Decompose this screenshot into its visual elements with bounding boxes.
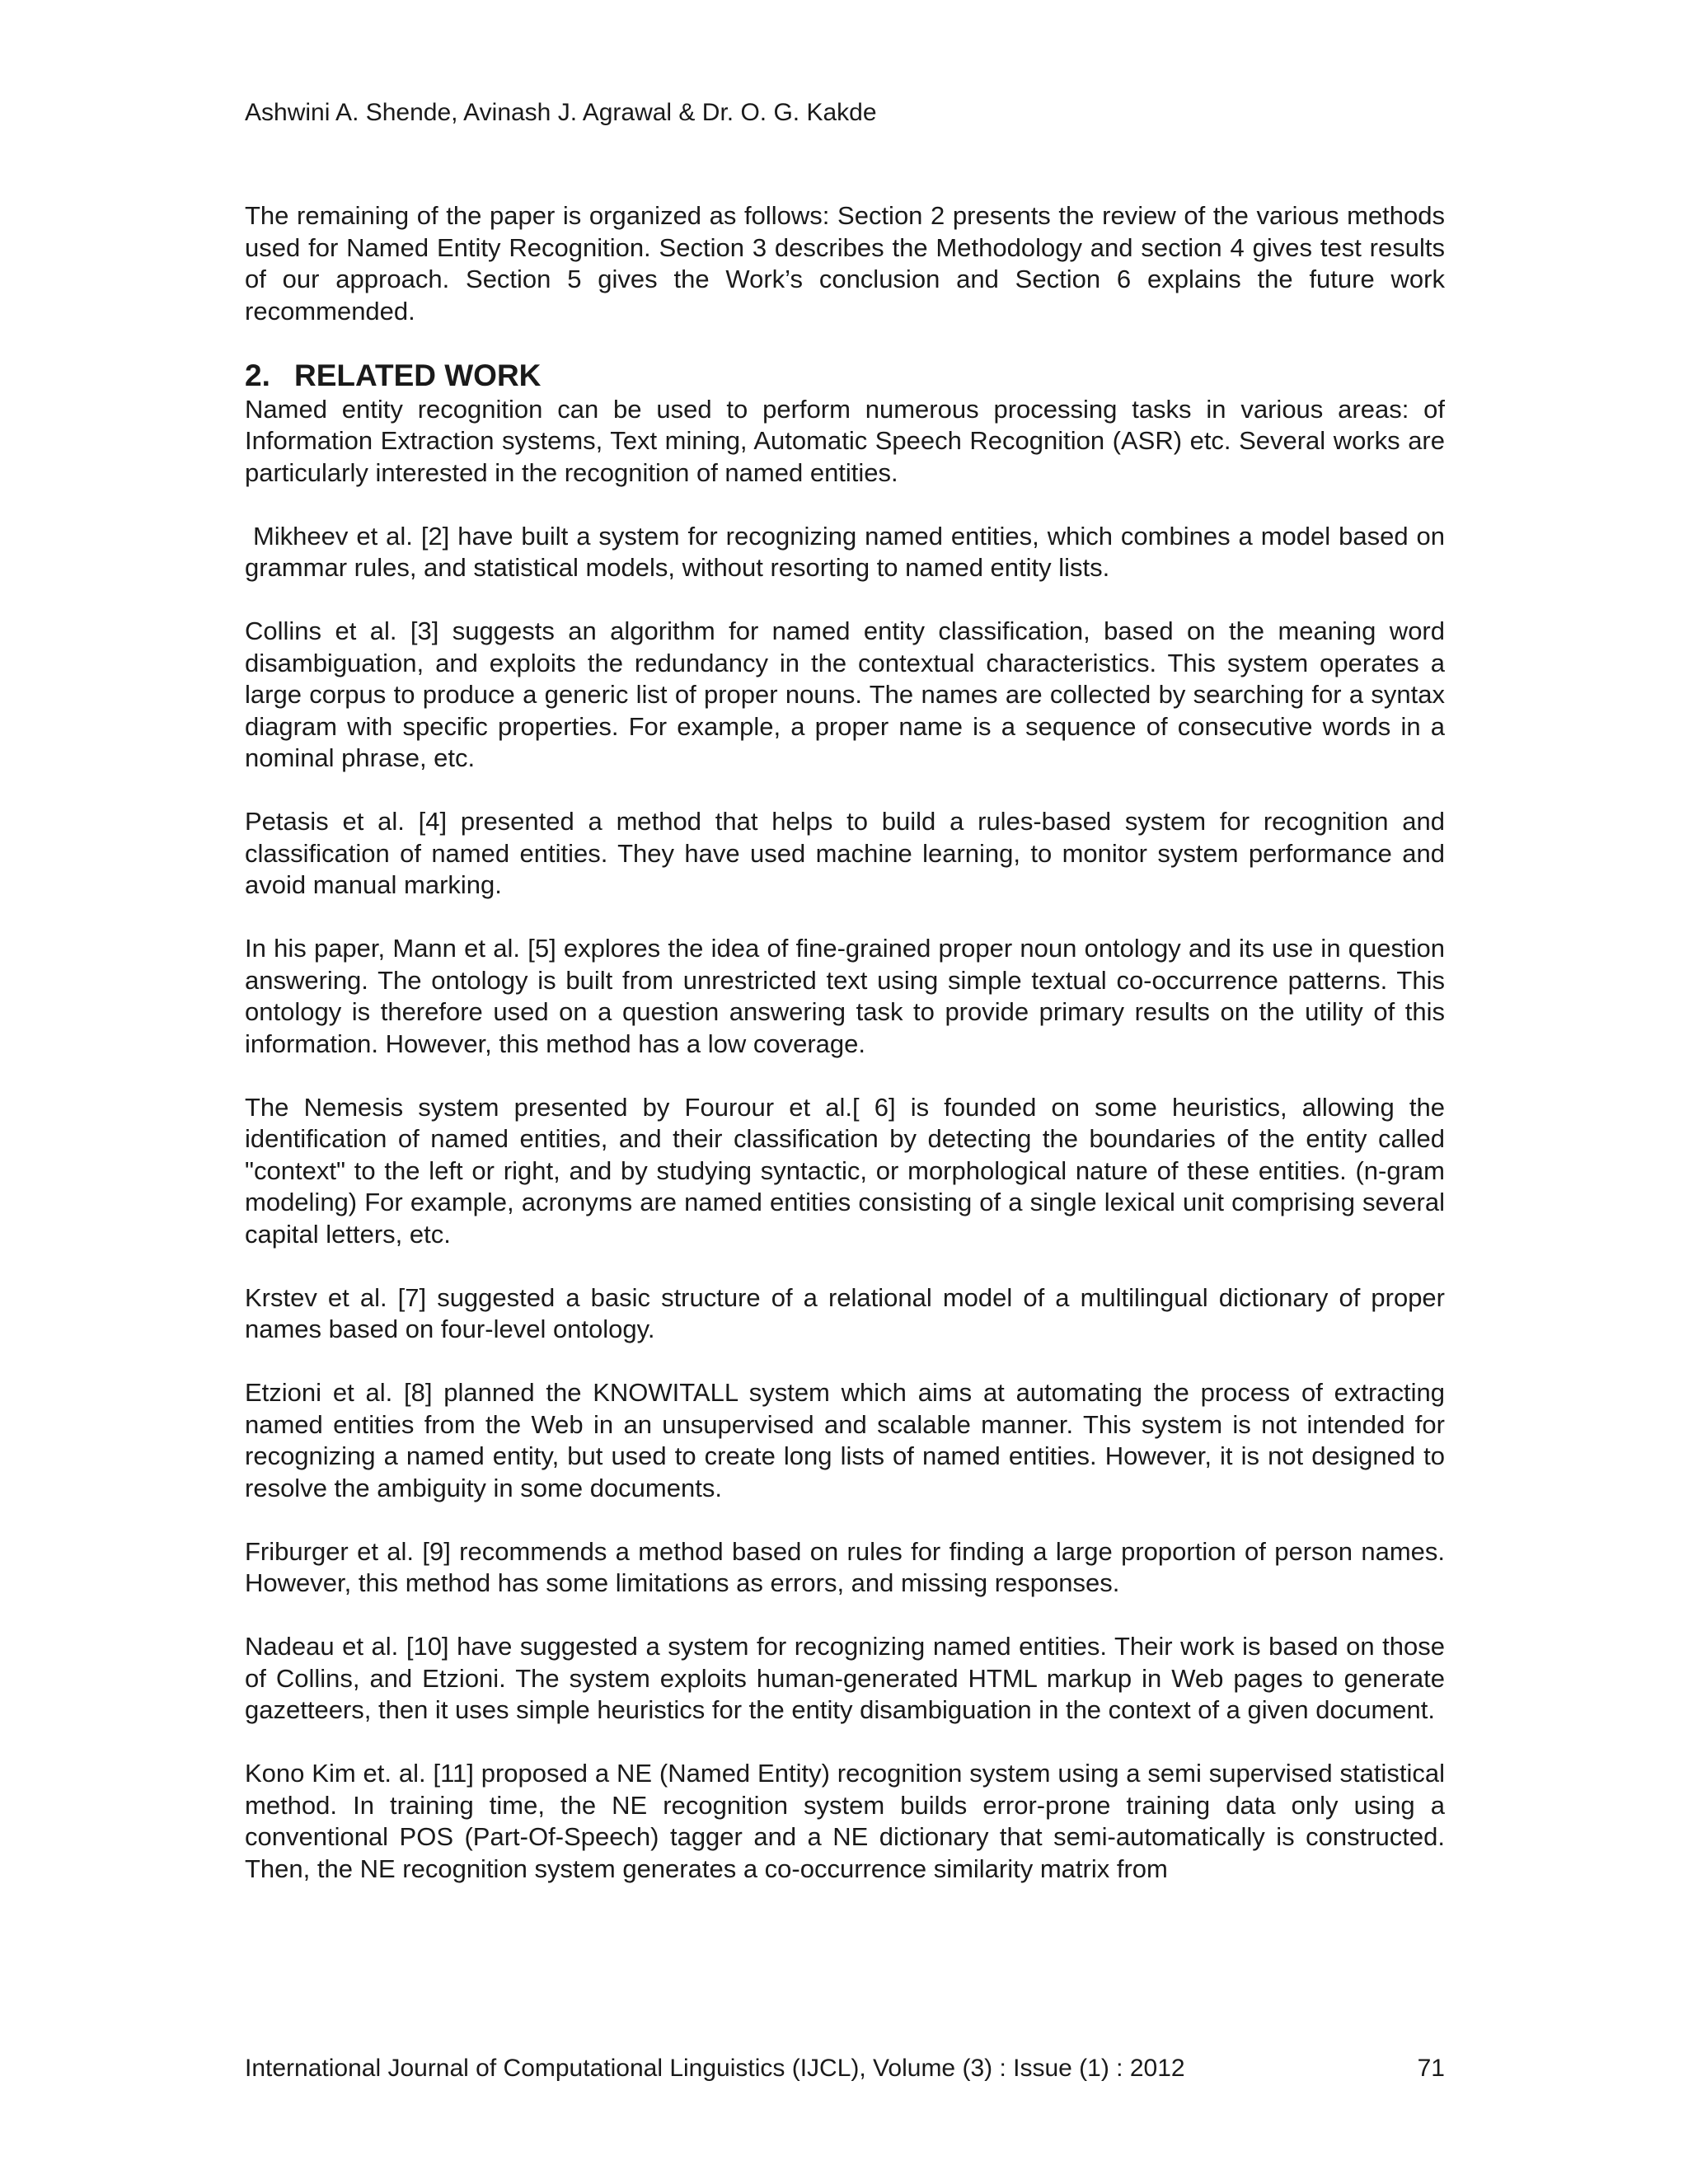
page-footer <box>245 2053 1445 2084</box>
paragraph-krstev: Krstev et al. [7] suggested a basic structure of a relational model of a multilingual dictionary of proper names based on four-level ontology. <box>245 1282 1445 1343</box>
paragraph-ner-overview: Named entity recognition can be used to perform numerous processing tasks in various areas: of Information Extraction systems, Text mining, Automatic Speech Recognition (ASR) etc. Several works are particularly interested in the recognition of named entities. <box>245 394 1445 487</box>
paragraph-nadeau: Nadeau et al. [10] have suggested a system for recognizing named entities. Their work is based on those of Collins, and Etzioni. The system exploits human-generated HTML markup in Web pages to generate gazetteers, then it uses simple heuristics for the entity disambiguation in the context of a given document. <box>245 1632 1445 1724</box>
paragraph-nemesis: The Nemesis system presented by Fourour et al.[ 6] is founded on some heuristics, allowing the identification of named entities, and their classification by detecting the boundaries of the entity called "context" to the left or right, and by studying syntactic, or morphological nature of these entities. (n-gram modeling) For example, acronyms are named entities consisting of a single lexical unit comprising several capital letters, etc. <box>245 1092 1445 1249</box>
paragraph-etzioni: Etzioni et al. [8] planned the KNOWITALL system which aims at automating the process of extracting named entities from the Web in an unsupervised and scalable manner. This system is not intended for recognizing a named entity, but used to create long lists of named entities. However, it is not designed to resolve the ambiguity in some documents. <box>245 1378 1445 1502</box>
page-body <box>245 200 1445 1885</box>
paragraph-petasis: Petasis et al. [4] presented a method that helps to build a rules-based system for recognition and classification of named entities. They have used machine learning, to monitor system performance and avoid manual marking. <box>245 807 1445 899</box>
footer-journal-citation: International Journal of Computational Linguistics (IJCL), Volume (3) : Issue (1) : 2012 <box>245 2055 1185 2082</box>
section-number: 2. <box>245 358 270 392</box>
paragraph-mikheev: Mikheev et al. [2] have built a system for recognizing named entities, which combines a model based on grammar rules, and statistical models, without resorting to named entity lists. <box>245 521 1445 582</box>
intro-paragraph: The remaining of the paper is organized as follows: Section 2 presents the review of the various methods used for Named Entity Recognition. Section 3 describes the Methodology and section 4 gives test results of our approach. Section 5 gives the Work’s conclusion and Section 6 explains the future work recommended. <box>245 201 1445 326</box>
paragraph-kono-kim: Kono Kim et. al. [11] proposed a NE (Named Entity) recognition system using a semi supervised statistical method. In training time, the NE recognition system builds error-prone training data only using a conventional POS (Part-Of-Speech) tagger and a NE dictionary that semi-automatically is constructed. Then, the NE recognition system generates a co-occurrence similarity matrix from <box>245 1759 1445 1883</box>
paragraph-friburger: Friburger et al. [9] recommends a method based on rules for finding a large proportion of person names. However, this method has some limitations as errors, and missing responses. <box>245 1536 1445 1597</box>
section-heading <box>245 359 1445 392</box>
section-title: RELATED WORK <box>294 358 542 392</box>
running-header-authors: Ashwini A. Shende, Avinash J. Agrawal & Dr. O. G. Kakde <box>245 99 877 126</box>
footer-page-number: 71 <box>1417 2055 1445 2082</box>
paragraph-mann: In his paper, Mann et al. [5] explores the idea of fine-grained proper noun ontology and its use in question answering. The ontology is built from unrestricted text using simple textual co-occurrence patterns. This ontology is therefore used on a question answering task to provide primary results on the utility of this information. However, this method has a low coverage. <box>245 934 1445 1058</box>
paragraph-collins: Collins et al. [3] suggests an algorithm for named entity classification, based on the meaning word disambiguation, and exploits the redundancy in the contextual characteristics. This system operates a large corpus to produce a generic list of proper nouns. The names are collected by searching for a syntax diagram with specific properties. For example, a proper name is a sequence of consecutive words in a nominal phrase, etc. <box>245 616 1445 772</box>
